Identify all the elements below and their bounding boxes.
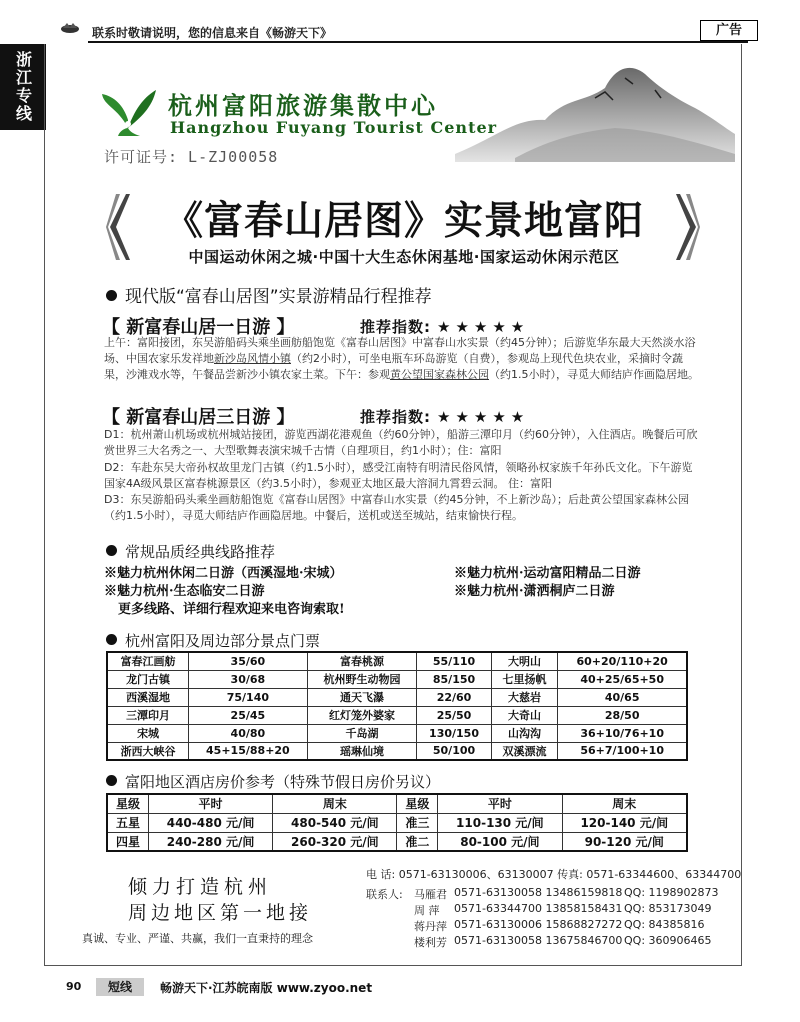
table-row — [107, 742, 687, 760]
room-price-cell: 480-540 元/间 — [273, 813, 397, 832]
ticket-price-cell: 25/50 — [417, 706, 491, 724]
route1-description — [104, 335, 702, 383]
contact-phones: 0571-63130006 15868827272 — [454, 918, 623, 931]
bullet-icon — [106, 634, 117, 645]
attraction-name-cell: 大慈岩 — [491, 688, 558, 706]
classic-heading — [106, 541, 275, 562]
ticket-price-table — [106, 651, 688, 761]
ticket-price-cell: 55/110 — [417, 652, 491, 670]
route1-link-park: 黄公望国家森林公园 — [390, 368, 489, 381]
route2-day1: D1：杭州萧山机场或杭州城站接团，游览西湖花港观鱼（约60分钟），船游三潭印月（约60分钟），入住酒店。晚餐后可欣赏世界三大名秀之一、大型歌舞表演宋城千古情（自理项目，约1小时）；住：富阳 — [104, 428, 698, 457]
slogan-line1: 倾力打造杭州 — [128, 876, 273, 898]
route1-rating — [360, 316, 529, 337]
ad-tag: 广告 — [700, 20, 758, 41]
room-price-cell: 240-280 元/间 — [148, 832, 272, 851]
attraction-name-cell: 富春江画舫 — [107, 652, 189, 670]
hero-subtitle: 中国运动休闲之城·中国十大生态休闲基地·国家运动休闲示范区 — [188, 248, 620, 266]
publication-logo-icon — [60, 22, 80, 34]
ticket-price-cell: 22/60 — [417, 688, 491, 706]
contact-qq: QQ: 853173049 — [624, 902, 712, 915]
rating-label: 推荐指数: — [360, 318, 431, 336]
table-row — [107, 670, 687, 688]
star-rating-cell: 四星 — [107, 832, 148, 851]
room-price-cell: 440-480 元/间 — [148, 813, 272, 832]
rating-stars: ★★★★★ — [437, 318, 530, 336]
section-tag: 短线 — [96, 978, 144, 996]
page-footer — [0, 972, 800, 1002]
contact-qq: QQ: 360906465 — [624, 934, 712, 947]
attraction-name-cell: 宋城 — [107, 724, 189, 742]
publication-info: 畅游天下·江苏皖南版 www.zyoo.net — [160, 981, 373, 995]
attraction-name-cell: 三潭印月 — [107, 706, 189, 724]
classic-route-item: ※魅力杭州休闲二日游（西溪湿地·宋城） — [104, 566, 343, 581]
star-rating-cell: 准二 — [397, 832, 438, 851]
attraction-name-cell: 龙门古镇 — [107, 670, 189, 688]
table-row — [107, 813, 687, 832]
contact-qq: QQ: 1198902873 — [624, 886, 719, 899]
tickets-heading-text: 杭州富阳及周边部分景点门票 — [125, 632, 321, 650]
hotels-heading — [106, 771, 440, 792]
ticket-price-cell: 75/140 — [189, 688, 307, 706]
brand-name-en: Hangzhou Fuyang Tourist Center — [170, 118, 498, 137]
routes-heading-text: 现代版“富春山居图”实景游精品行程推荐 — [125, 287, 432, 307]
column-header: 周末 — [273, 794, 397, 813]
ticket-price-cell: 40+25/65+50 — [558, 670, 687, 688]
classic-heading-text: 常规品质经典线路推荐 — [125, 543, 276, 561]
bullet-icon — [106, 545, 117, 556]
top-bar — [0, 0, 800, 44]
ticket-price-cell: 28/50 — [558, 706, 687, 724]
contact-phones: 0571-63344700 13858158431 — [454, 902, 623, 915]
rating-label: 推荐指数: — [360, 408, 431, 426]
header-rule — [88, 41, 748, 43]
column-header: 周末 — [562, 794, 687, 813]
attraction-name-cell: 双溪漂流 — [491, 742, 558, 760]
route1-link-xinsha: 新沙岛风情小镇 — [214, 352, 291, 365]
route2-day2: D2：车赴东吴大帝孙权故里龙门古镇（约1.5小时），感受江南特有明清民俗风情，领略孙权家族千年孙氏文化。下午游览国家4A级风景区富春桃源景区（约3.5小时），参观亚太地区最大溶洞九霄碧云洞。 住：富阳 — [104, 461, 693, 490]
attraction-name-cell: 瑶琳仙境 — [307, 742, 417, 760]
ticket-price-cell: 130/150 — [417, 724, 491, 742]
ticket-price-cell: 85/150 — [417, 670, 491, 688]
table-row — [107, 688, 687, 706]
ticket-price-cell: 40/65 — [558, 688, 687, 706]
ticket-price-cell: 30/68 — [189, 670, 307, 688]
ticket-price-cell: 45+15/88+20 — [189, 742, 307, 760]
table-row — [107, 724, 687, 742]
contact-phones: 0571-63130058 13486159818 — [454, 886, 623, 899]
hotel-price-table — [106, 793, 688, 852]
attraction-name-cell: 浙西大峡谷 — [107, 742, 189, 760]
attraction-name-cell: 千岛湖 — [307, 724, 417, 742]
classic-route-item: ※魅力杭州·潇洒桐庐二日游 — [454, 584, 615, 599]
room-price-cell: 120-140 元/间 — [562, 813, 687, 832]
hotels-heading-text: 富阳地区酒店房价参考（特殊节假日房价另议） — [125, 773, 441, 791]
landscape-painting-icon — [455, 58, 735, 162]
hero-title: 《富春山居图》实景地富阳 — [163, 198, 644, 244]
ticket-price-cell: 50/100 — [417, 742, 491, 760]
room-price-cell: 260-320 元/间 — [273, 832, 397, 851]
contact-name: 马雁君 — [414, 888, 447, 901]
contact-qq: QQ: 84385816 — [624, 918, 705, 931]
route2-day3: D3：东吴游船码头乘坐画舫船饱览《富春山居图》中富春山水实景（约45分钟，不上新沙岛）；后赴黄公望国家森林公园（约1.5小时），寻觅大师结庐作画隐居地。中餐后，送机或送至城站，结束愉快行程。 — [104, 493, 689, 522]
classic-more-note: 更多线路、详细行程欢迎来电咨询索取! — [118, 602, 345, 617]
ticket-price-cell: 40/80 — [189, 724, 307, 742]
attraction-name-cell: 西溪湿地 — [107, 688, 189, 706]
bullet-icon — [106, 290, 117, 301]
bullet-icon — [106, 775, 117, 786]
attraction-name-cell: 大明山 — [491, 652, 558, 670]
slogan-line2: 周边地区第一地接 — [128, 902, 313, 924]
room-price-cell: 90-120 元/间 — [562, 832, 687, 851]
ticket-price-cell: 25/45 — [189, 706, 307, 724]
column-header: 星级 — [397, 794, 438, 813]
page-number: 90 — [66, 980, 82, 993]
table-row — [107, 832, 687, 851]
contact-phones: 0571-63130058 13675846700 — [454, 934, 623, 947]
ticket-price-cell: 60+20/110+20 — [558, 652, 687, 670]
classic-route-item: ※魅力杭州·生态临安二日游 — [104, 584, 265, 599]
butterfly-logo-icon — [100, 88, 156, 140]
contact-name: 蒋丹萍 — [414, 920, 447, 933]
tickets-heading — [106, 630, 320, 651]
route1-text-c: （约1.5小时），寻觅大师结庐作画隐居地。 — [489, 368, 699, 381]
classic-route-item: ※魅力杭州·运动富阳精品二日游 — [454, 566, 641, 581]
contact-name: 楼利芳 — [414, 936, 447, 949]
brand-name-cn: 杭州富阳旅游集散中心 — [168, 91, 438, 120]
column-header: 平时 — [148, 794, 272, 813]
license-number: 许可证号: L-ZJ00058 — [104, 148, 279, 166]
table-row — [107, 706, 687, 724]
contact-name: 周 萍 — [414, 904, 440, 917]
attraction-name-cell: 杭州野生动物园 — [307, 670, 417, 688]
star-rating-cell: 准三 — [397, 813, 438, 832]
attraction-name-cell: 七里扬帆 — [491, 670, 558, 688]
room-price-cell: 110-130 元/间 — [438, 813, 562, 832]
ticket-price-cell: 56+7/100+10 — [558, 742, 687, 760]
contact-label: 联系人: — [366, 888, 403, 901]
table-header-row — [107, 794, 687, 813]
route1-title: 【 新富春山居一日游 】 — [102, 317, 295, 338]
attraction-name-cell: 通天飞瀑 — [307, 688, 417, 706]
rating-stars: ★★★★★ — [437, 408, 530, 426]
attraction-name-cell: 大奇山 — [491, 706, 558, 724]
ticket-price-cell: 35/60 — [189, 652, 307, 670]
route1-text-b: （约2小时），可坐电瓶车环岛游览（自费），参观岛上现代色块农业，采摘时令蔬果，沙滩戏水等，午餐品尝新沙小镇农家土菜。下午：参观 — [104, 352, 683, 381]
star-rating-cell: 五星 — [107, 813, 148, 832]
attraction-name-cell: 红灯笼外婆家 — [307, 706, 417, 724]
attraction-name-cell: 富春桃源 — [307, 652, 417, 670]
column-header: 平时 — [438, 794, 562, 813]
side-tab-zhejiang: 浙江专线 — [0, 44, 46, 130]
source-notice: 联系时敬请说明，您的信息来自《畅游天下》 — [92, 26, 333, 40]
routes-heading — [106, 282, 432, 307]
table-row — [107, 652, 687, 670]
column-header: 星级 — [107, 794, 148, 813]
motto: 真诚、专业、严谨、共赢，我们一直秉持的理念 — [82, 932, 313, 945]
route1-text-a: 上午：富阳接团，东吴游船码头乘坐画舫船饱览《富春山居图》中富春山水实景（约45分钟）；后游览华东最大天然淡水浴场、中国农家乐发祥地 — [104, 336, 696, 365]
phone-fax: 电 话: 0571-63130006、63130007 传真: 0571-63344600、63344700 — [366, 868, 742, 881]
attraction-name-cell: 山沟沟 — [491, 724, 558, 742]
ticket-price-cell: 36+10/76+10 — [558, 724, 687, 742]
route2-title: 【 新富春山居三日游 】 — [102, 407, 295, 428]
room-price-cell: 80-100 元/间 — [438, 832, 562, 851]
route2-rating — [360, 406, 529, 427]
